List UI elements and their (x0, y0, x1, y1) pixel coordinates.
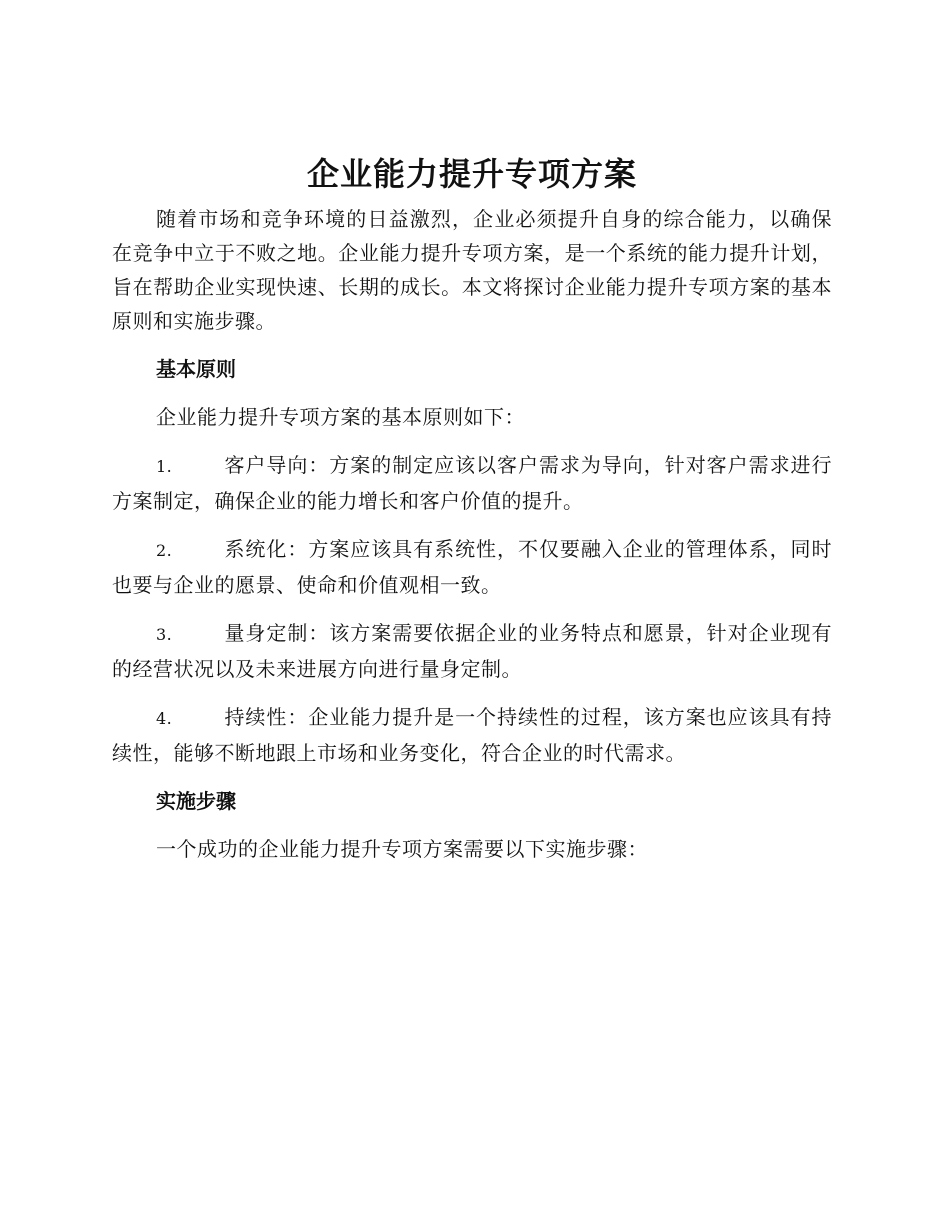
list-item (112, 616, 832, 686)
section-heading-principles: 基本原则 (156, 357, 236, 381)
intro-paragraph: 随着市场和竞争环境的日益激烈，企业必须提升自身的综合能力，以确保在竞争中立于不败之地。企业能力提升专项方案，是一个系统的能力提升计划，旨在帮助企业实现快速、长期的成长。本文将探讨企业能力提升专项方案的基本原则和实施步骤。 (112, 207, 832, 333)
principles-lead-paragraph: 企业能力提升专项方案的基本原则如下： (156, 405, 525, 429)
list-item-number: 4. (156, 709, 173, 728)
list-item-text: 持续性：企业能力提升是一个持续性的过程，该方案也应该具有持续性，能够不断地跟上市场和业务变化，符合企业的时代需求。 (112, 705, 832, 765)
document-body (112, 146, 832, 866)
list-item-number: 2. (156, 541, 173, 560)
section-heading-steps: 实施步骤 (156, 789, 236, 813)
list-item-number: 1. (156, 457, 173, 476)
document-title: 企业能力提升专项方案 (306, 155, 637, 193)
list-item-number: 3. (156, 625, 173, 644)
list-item-text: 客户导向：方案的制定应该以客户需求为导向，针对客户需求进行方案制定，确保企业的能力增长和客户价值的提升。 (112, 453, 832, 513)
steps-lead-paragraph: 一个成功的企业能力提升专项方案需要以下实施步骤： (156, 837, 648, 861)
list-item-text: 量身定制：该方案需要依据企业的业务特点和愿景，针对企业现有的经营状况以及未来进展方向进行量身定制。 (112, 621, 832, 681)
list-item (112, 700, 832, 770)
list-item (112, 532, 832, 602)
list-item-text: 系统化：方案应该具有系统性，不仅要融入企业的管理体系，同时也要与企业的愿景、使命和价值观相一致。 (112, 537, 832, 597)
list-item (112, 448, 832, 518)
